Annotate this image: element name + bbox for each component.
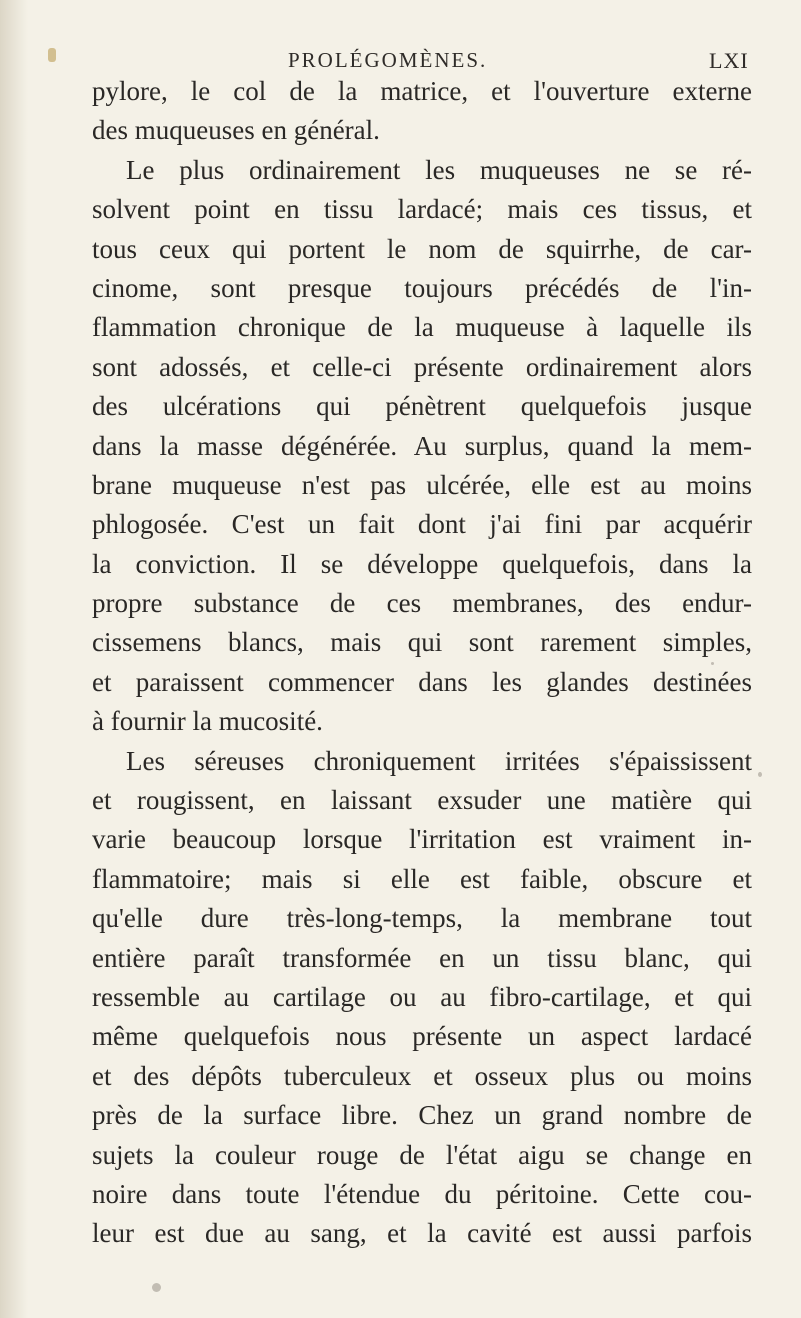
text-line: cissemens blancs, mais qui sont rarement simples, (92, 627, 752, 658)
text-line: qu'elle dure très-long-temps, la membrane tout (92, 903, 752, 934)
text-line: ressemble au cartilage ou au fibro-cartilage, et qui (92, 981, 752, 1012)
text-line: pylore, le col de la matrice, et l'ouverture externe (92, 76, 752, 106)
text-line: solvent point en tissu lardacé; mais ces tissus, et (92, 194, 752, 225)
text-line: près de la surface libre. Chez un grand nombre de (92, 1100, 752, 1131)
ink-mark (48, 48, 56, 62)
text-line: la conviction. Il se développe quelquefois, dans la (92, 548, 752, 579)
text-line: et paraissent commencer dans les glandes destinées (92, 666, 752, 697)
text-line: même quelquefois nous présente un aspect lardacé (92, 1021, 752, 1052)
text-line: noire dans toute l'étendue du péritoine. Cette cou- (92, 1178, 752, 1209)
text-line: propre substance de ces membranes, des endur- (92, 588, 752, 619)
text-line: des muqueuses en général. (92, 115, 380, 146)
text-line: Les séreuses chroniquement irritées s'épaississent (126, 745, 752, 776)
body-text (92, 72, 752, 1254)
print-speck (152, 1283, 161, 1292)
text-line: tous ceux qui portent le nom de squirrhe, de car- (92, 233, 752, 264)
text-line: cinome, sont presque toujours précédés de l'in- (92, 272, 752, 303)
text-line: des ulcérations qui pénètrent quelquefois jusque (92, 391, 752, 422)
print-speck (711, 662, 714, 665)
text-line: Le plus ordinairement les muqueuses ne se ré- (126, 154, 752, 185)
text-line: et rougissent, en laissant exsuder une matière qui (92, 785, 752, 816)
text-line: brane muqueuse n'est pas ulcérée, elle est au moins (92, 469, 752, 500)
text-line: entière paraît transformée en un tissu blanc, qui (92, 942, 752, 973)
text-line: flammatoire; mais si elle est faible, obscure et (92, 863, 752, 894)
text-line: phlogosée. C'est un fait dont j'ai fini par acquérir (92, 509, 752, 540)
text-line: sujets la couleur rouge de l'état aigu se change en (92, 1139, 752, 1170)
text-line: dans la masse dégénérée. Au surplus, quand la mem- (92, 430, 752, 461)
running-title: PROLÉGOMÈNES. (288, 48, 488, 72)
print-speck (758, 772, 762, 777)
text-line: à fournir la mucosité. (92, 706, 323, 737)
text-line: varie beaucoup lorsque l'irritation est vraiment in- (92, 824, 752, 855)
text-line: et des dépôts tuberculeux et osseux plus ou moins (92, 1060, 752, 1091)
page-number: LXI (709, 48, 749, 73)
page-gutter-shadow (0, 0, 28, 1318)
text-line: leur est due au sang, et la cavité est aussi parfois (92, 1218, 752, 1249)
text-line: flammation chronique de la muqueuse à laquelle ils (92, 312, 752, 343)
text-line: sont adossés, et celle-ci présente ordinairement alors (92, 351, 752, 382)
